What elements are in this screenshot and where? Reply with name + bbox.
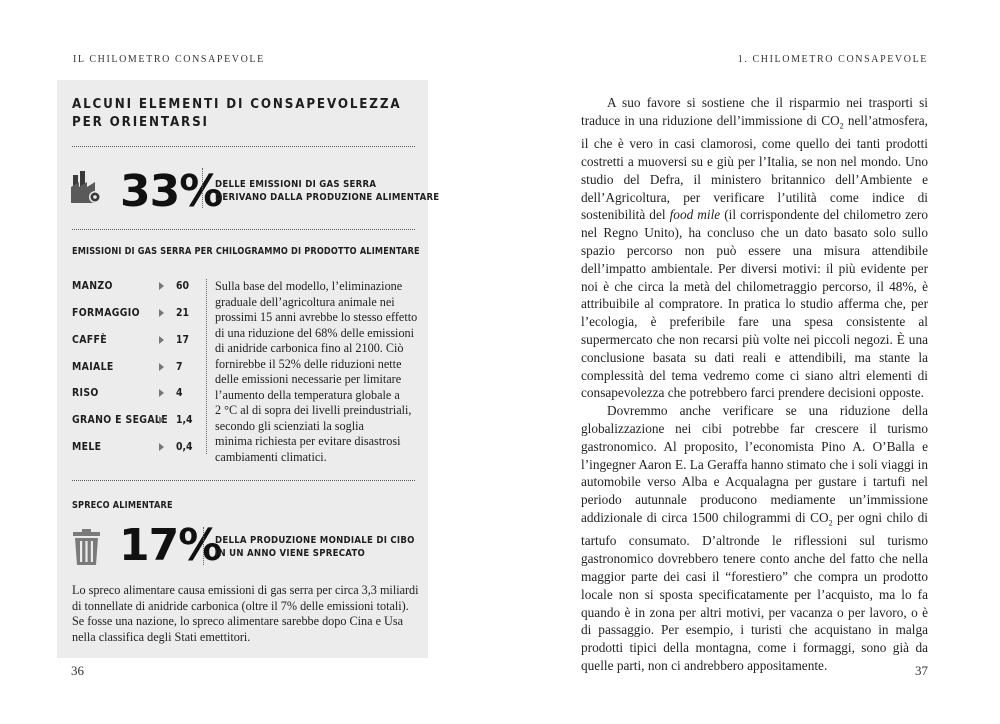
body-paragraph: Dovremmo anche verificare se una riduzione della globalizzazione nei cibi potrebbe far crescere il turismo gastronomico. Al proposito, l’economista Pino A. O’Balla e l’ingegner Aaron E. La Geraffa hanno stimato che i soli viaggi in automobile verso Alba e Acqualagna per gustare i tartufi nel periodo autunnale producono mediamente un’immissione addizionale di circa 1500 chilogrammi di $CO_2$ per ogni chilo di tartufo consumato. D’altronde le riflessioni sul turismo gastronomico dovrebbero tenere conto anche del fatto che nella maggior parte dei casi il “forestiero” che compra un prodotto locale non si sposta specificatamente per l’acquisto, ma lo fa quando è in zona per altri motivi, per vacanza o per lavoro, o è di passaggio. Per esempio, i turisti che acquistano in malga prodotti tipici della montagna, come i formaggi, sono già da quelle parti, non ci andrebbero appositamente. [581,403,928,674]
arrow-right-icon [159,336,164,344]
stat-desc-waste: DELLA PRODUZIONE MONDIALE DI CIBO IN UN ANNO VIENE SPRECATO [215,535,415,559]
waste-heading: SPRECO ALIMENTARE [72,500,173,511]
arrow-right-icon [159,363,164,371]
stat-value-emissions: 33% [120,166,223,217]
arrow-right-icon [159,282,164,290]
divider [72,229,415,230]
food-name: CAFFÈ [72,333,107,346]
food-row [72,306,192,324]
food-value: 60 [176,279,190,292]
food-value: 4 [176,386,183,399]
arrow-right-icon [159,389,164,397]
arrow-right-icon [159,309,164,317]
running-head-right: 1. CHILOMETRO CONSAPEVOLE [737,54,928,65]
food-value: 21 [176,306,190,319]
model-paragraph: Sulla base del modello, l’eliminazione graduale dell’agricoltura animale nei prossimi 15 anni avrebbe lo stesso effetto di una riduzione del 68% delle emissioni di anidride carbonica fino al 2100. Ciò fornirebbe il 52% delle riduzioni nette delle emissioni necessarie per limitare l’aumento della temperatura globale a 2 °C al di sopra dei livelli preindustriali, secondo gli scienziati la soglia minima richiesta per evitare disastrosi cambiamenti climatici. [215,279,418,464]
food-name: MAIALE [72,360,114,373]
info-box [57,80,440,658]
page-number-right: 37 [915,663,928,678]
body-paragraph: A suo favore si sostiene che il risparmio nei trasporti si traduce in una riduzione dell’immissione di $CO_2$ nell’atmosfera, il che è vero in casi clamorosi, come quello dei tanti prodotti costretti a muoversi su e giù per l’Italia, se non nel mondo. Uno studio del Defra, il ministero britannico dell’Ambiente e dell’Agricoltura, per verificare l’utilità come indice di sostenibilità del food mile (il corrispondente del chilometro zero nel Regno Unito), ha concluso che un dato basato solo sullo spazio percorso non può essere una misura attendibile dell’impatto ambientale. Per diversi motivi: il più evidente per noi è che circa la metà del chilometraggio percorso, il 48%, è attribuibile al compratore. In pratica lo studio afferma che, per l’ecologia, è preferibile fare una spesa consistente al supermercato che non recarsi più volte nei piccoli negozi. È una conclusione basata su dati reali e attendibili, ma stante la complessità del tema vedremo come ci siano altri elementi di consapevolezza che potrebbero farci prendere decisioni opposte. [581,95,928,401]
food-name: MELE [72,440,102,453]
food-name: RISO [72,386,99,399]
food-value: 7 [176,360,183,373]
food-row [72,360,192,378]
emissions-heading: EMISSIONI DI GAS SERRA PER CHILOGRAMMO DI PRODOTTO ALIMENTARE [72,246,420,257]
separator [202,168,203,208]
trash-icon [73,529,100,565]
running-head-left: IL CHILOMETRO CONSAPEVOLE [73,54,265,65]
page-number-left: 36 [71,663,84,678]
food-row [72,279,192,297]
food-name: GRANO E SEGALE [72,413,168,426]
food-name: MANZO [72,279,113,292]
food-value: 17 [176,333,190,346]
divider [72,480,415,481]
food-row [72,333,192,351]
food-row [72,413,192,431]
separator [203,527,204,565]
arrow-right-icon [159,443,164,451]
food-name: FORMAGGIO [72,306,140,319]
body-text [581,94,928,675]
stat-value-waste: 17% [119,520,222,571]
waste-paragraph: Lo spreco alimentare causa emissioni di gas serra per circa 3,3 miliardi di tonnellate di anidride carbonica (oltre il 7% delle emissioni totali). Se fosse una nazione, lo spreco alimentare sarebbe dopo Cina e Usa nella classifica degli Stati emettitori. [72,583,419,644]
separator [206,279,207,454]
arrow-right-icon [159,416,164,424]
food-value: 0,4 [176,440,193,453]
factory-icon [70,169,104,205]
food-value: 1,4 [176,413,193,426]
food-row [72,440,192,458]
stat-desc-emissions: DELLE EMISSIONI DI GAS SERRA DERIVANO DALLA PRODUZIONE ALIMENTARE [215,179,440,203]
box-title: ALCUNI ELEMENTI DI CONSAPEVOLEZZA PER ORIENTARSI [72,97,402,130]
divider [72,146,415,147]
food-row [72,386,192,404]
